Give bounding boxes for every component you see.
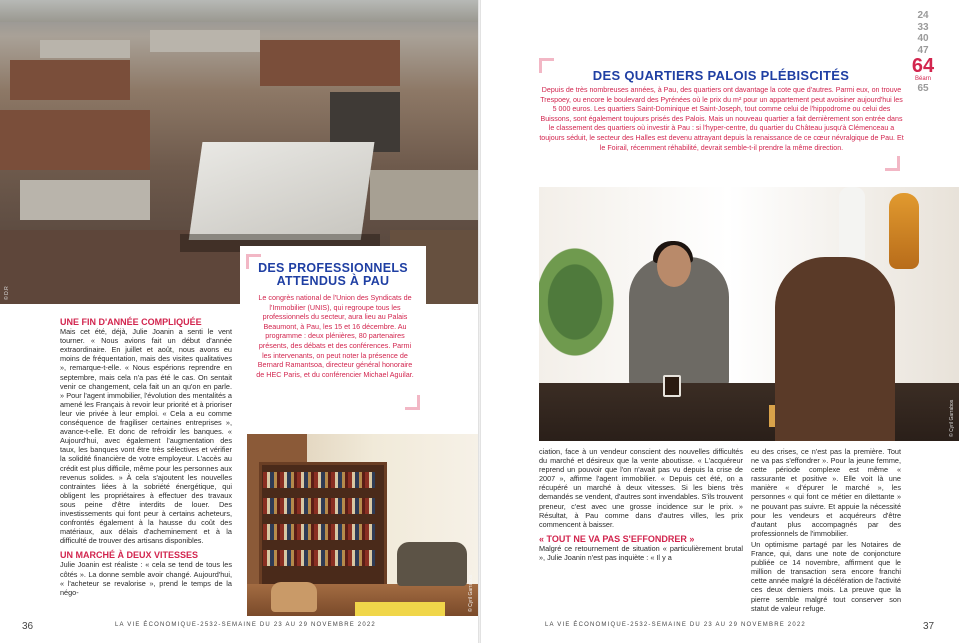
section1-heading: UNE FIN D'ANNÉE COMPLIQUÉE (60, 317, 202, 327)
professionnels-text: Le congrès national de l'Union des Syndicats de l'Immobilier (UNIS), qui regroupe tous les professionnels du secteur, aura lieu au Palais Beaumont, à Pau, les 15 et 16 décembre. Au programme : deux plénières, 80 partenaires présents, des débats et des conférences. Parmi les intervenants, on peut noter la présence de Bernard Ramantsoa, directeur général honoraire de HEC Paris, et du conférencier Michael Aguilar. (256, 293, 414, 379)
col1-heading: « TOUT NE VA PAS S'EFFONDRER » (539, 533, 695, 544)
professionnels-title: DES PROFESSIONNELS ATTENDUS À PAU (258, 261, 408, 288)
library-credit: © Cyril Garrabos (468, 574, 474, 612)
index-number: 65 (917, 83, 929, 94)
meeting-photo (539, 187, 959, 441)
professionnels-box (240, 246, 426, 412)
left-page (0, 0, 478, 643)
col2-text: eu des crises, ce n'est pas la première. Tout ne va pas s'effondrer ». Pour la jeune femme, cette période complexe est même « rassurante et positive ». Elle voit là une manière « d'épurer le marché », les personnes « qui font ce métier en dilettante » ne pouvant pas suivre. Et appuie la nécessité pour les vendeurs et acquéreurs d'être d'autant plus accompagnés par des professionnels de l'immobilier. (751, 447, 901, 538)
right-footer: LA VIE ÉCONOMIQUE-2532-SEMAINE DU 23 AU 29 NOVEMBRE 2022 (545, 622, 806, 628)
quartiers-title: DES QUARTIERS PALOIS PLÉBISCITÉS (592, 68, 850, 83)
left-article-column (60, 318, 232, 597)
page-index (901, 10, 945, 95)
index-number: 33 (917, 21, 929, 33)
index-number: 47 (917, 44, 929, 56)
index-number: 24 (917, 10, 929, 21)
index-number: 40 (917, 33, 929, 44)
quartiers-text: Depuis de très nombreuses années, à Pau, des quartiers ont davantage la cote que d'autres. Parmi eux, on trouve Trespoey, ou encore le boulevard des Pyrénées où le prix du m² pour un appartement peut avoisiner aujourd'hui les 5 000 euros. Les quartiers Saint-Dominique et Saint-Joseph, tout comme celui de l'hippodrome ou celui des Buissons, sont également toujours prisés des Palois. Mais un nouveau quartier a fait dernièrement son entrée dans le classement des quartiers où investir à Pau : si l'hyper-centre, du quartier du Château jusqu'à Clémenceau a toujours séduit, le secteur des Halles est devenu attrayant depuis la renaissance de ce cœur névralgique de Pau. Et le Foirail, récemment réhabilité, devrait semble-t-il prendre la même direction. (539, 86, 904, 152)
index-current: 64 (911, 55, 935, 77)
left-page-number: 36 (22, 621, 34, 632)
library-interior-photo (247, 434, 478, 616)
col2-text2: Un optimisme partagé par les Notaires de France, qui, dans une note de conjoncture publiée ce 14 novembre, affirment que le million de transaction sera encore franchi cette année malgré la décélération de l'activité ces deux derniers mois. La preuve que la pierre semble malgré tout conserver son statut de valeur refuge. (751, 539, 901, 613)
section2-text: Julie Joanin est réaliste : « cela se tend de tous les côtés ». La donne semble avoir changé. Aujourd'hui, « l'acheteur se revalorise », prend le temps de la négo- (60, 560, 232, 597)
right-article-column-2 (751, 447, 901, 613)
col1-text2: Malgré ce retournement de situation « particulièrement brutal », Julie Joanin n'est pas inquiète : « Il y a (539, 543, 743, 563)
arena-building (190, 142, 375, 234)
right-article-column-1 (539, 447, 743, 562)
right-page (481, 0, 959, 643)
meeting-credit: © Cyril Garrabos (949, 399, 955, 437)
col1-text: ciation, face à un vendeur conscient des nouvelles difficultés du marché et désireux que la vente aboutisse. « L'acquéreur reprend un pouvoir que l'on n'avait pas vu depuis la crise de 2007 », affirme l'agent immobilier. « Depuis cet été, on a récupéré un marché à deux vitesses. Si les biens très demandés se vendent, d'autres sont invendables. S'ils trouvent preneur, c'est avec une grosse incidence sur le prix. » Résultat, à Pau comme dans d'autres villes, les prix commencent à baisser. (539, 447, 743, 529)
aerial-credit: © D.R (4, 286, 10, 300)
index-current-label: Béarn (914, 76, 931, 82)
section2-heading: UN MARCHÉ À DEUX VITESSES (60, 550, 199, 561)
section1-text: Mais cet été, déjà, Julie Joanin a senti le vent tourner. « Nous avions fait un début d'année extraordinaire. En juillet et août, nous avons eu moins de fréquentation, mais des visites qualitatives », remarque-t-elle. « Nous espérions reprendre en septembre, mais cela n'a pas été le cas. On sentait venir ce changement, cela fait un an qu'on en parle. » Pour l'agent immobilier, l'évolution des mentalités a amené les Français à revoir leur priorité et à prioriser leur vie privée à leur emploi. « Cela a eu comme conséquence de fragiliser certaines entreprises », avance-t-elle. Et donc de refroidir les banques. « Aujourd'hui, avec également l'augmentation des taux, les banques vont être très sélectives et vérifier la solidité financière de votre employeur. L'accès au crédit est plus difficile, même pour les personnes aux revenus solides. » À cela s'ajoutent les nouvelles contraintes liées à la sobriété énergétique, qui obligent les propriétaires à effectuer des travaux sous peine d'être interdits de louer. Des investissements qui font peur à certains acheteurs, confrontés également à la hausse du coût des matériaux, aux délais d'acheminement et à la difficulté de trouver des artisans disponibles. (60, 327, 232, 546)
left-footer: LA VIE ÉCONOMIQUE-2532-SEMAINE DU 23 AU 29 NOVEMBRE 2022 (115, 622, 376, 628)
right-page-number: 37 (923, 621, 935, 632)
